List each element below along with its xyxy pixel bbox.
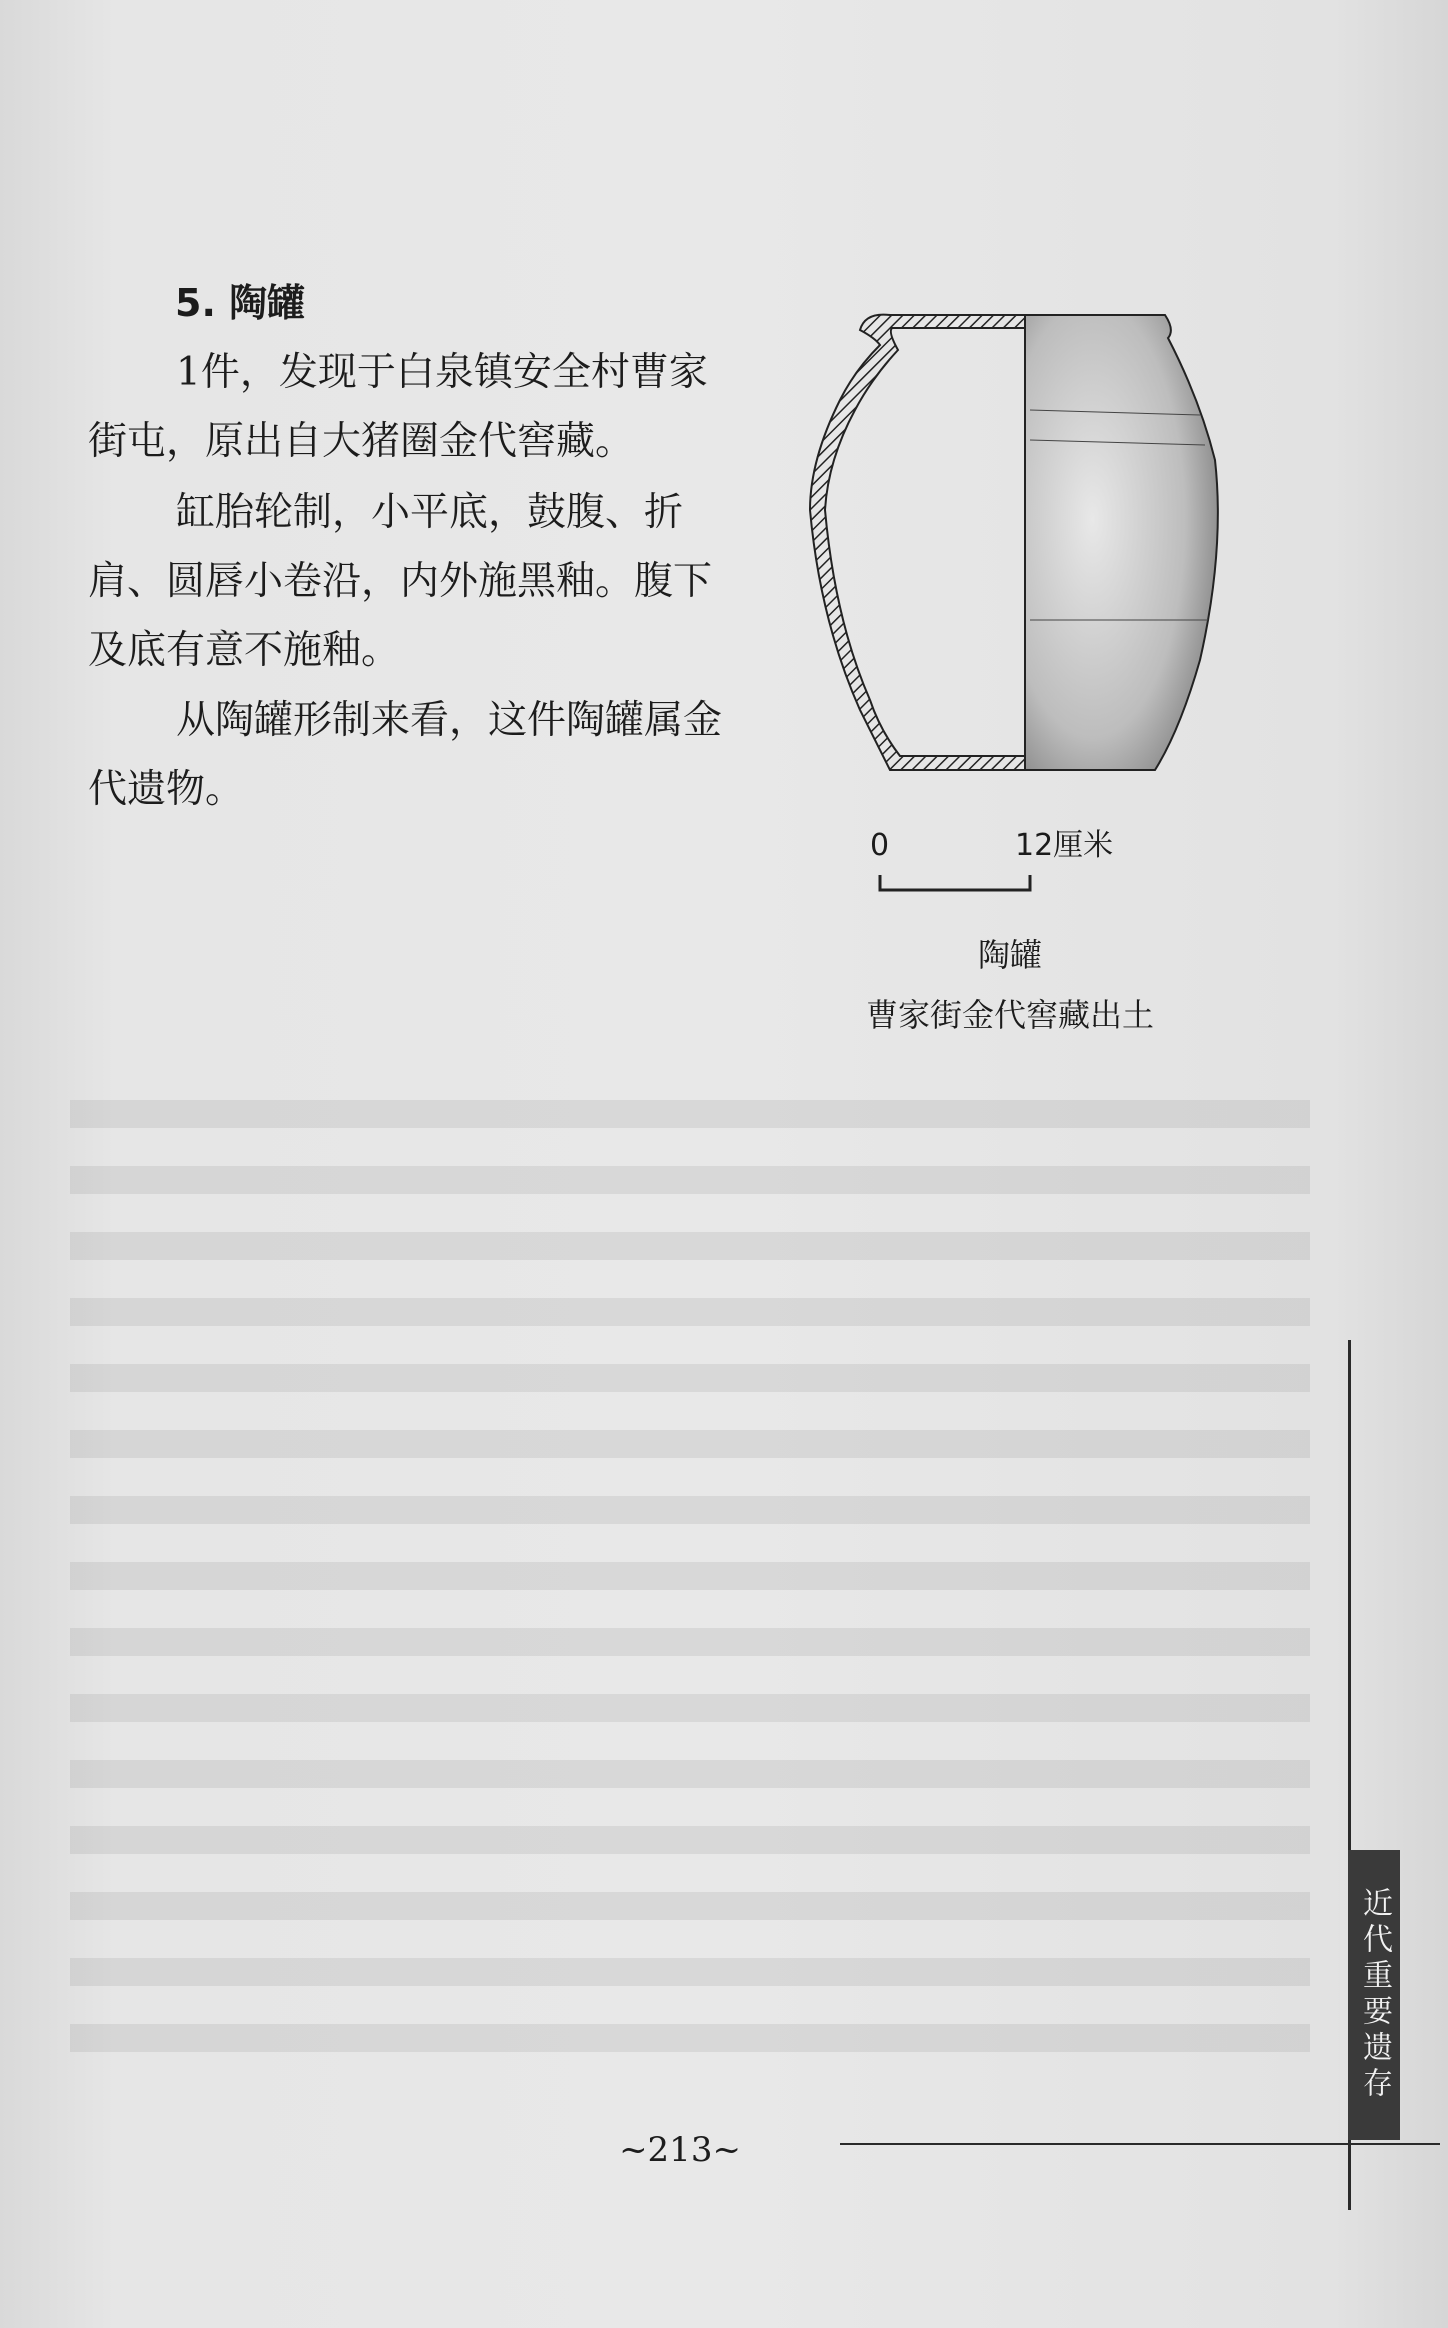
scale-bar [880,875,1030,890]
figure-caption: 曹家街金代窖藏出土 [865,996,1154,1034]
scale-zero-label: 0 [870,828,890,863]
jar-drawing [780,290,1280,930]
paragraph-discovery: 1件，发现于白泉镇安全村曹家街屯，原出自大猪圈金代窖藏。 [88,350,708,464]
figure-title: 陶罐 [977,936,1042,974]
jar-exterior-half [1025,315,1218,770]
chapter-tab: 近代重要遗存 [1348,1850,1400,2140]
paragraph-dating: 从陶罐形制来看，这件陶罐属金代遗物。 [88,698,723,812]
section-heading: 5. 陶罐 [175,281,306,325]
jar-section-wall [810,315,1025,770]
scale-end-label: 12厘米 [1015,828,1114,863]
bleed-through-texture [70,1100,1310,2090]
paragraph-description: 缸胎轮制，小平底，鼓腹、折肩、圆唇小卷沿，内外施黑釉。腹下及底有意不施釉。 [88,490,713,673]
page-number: ~213~ [619,2130,741,2170]
footer-rule [840,2143,1440,2145]
